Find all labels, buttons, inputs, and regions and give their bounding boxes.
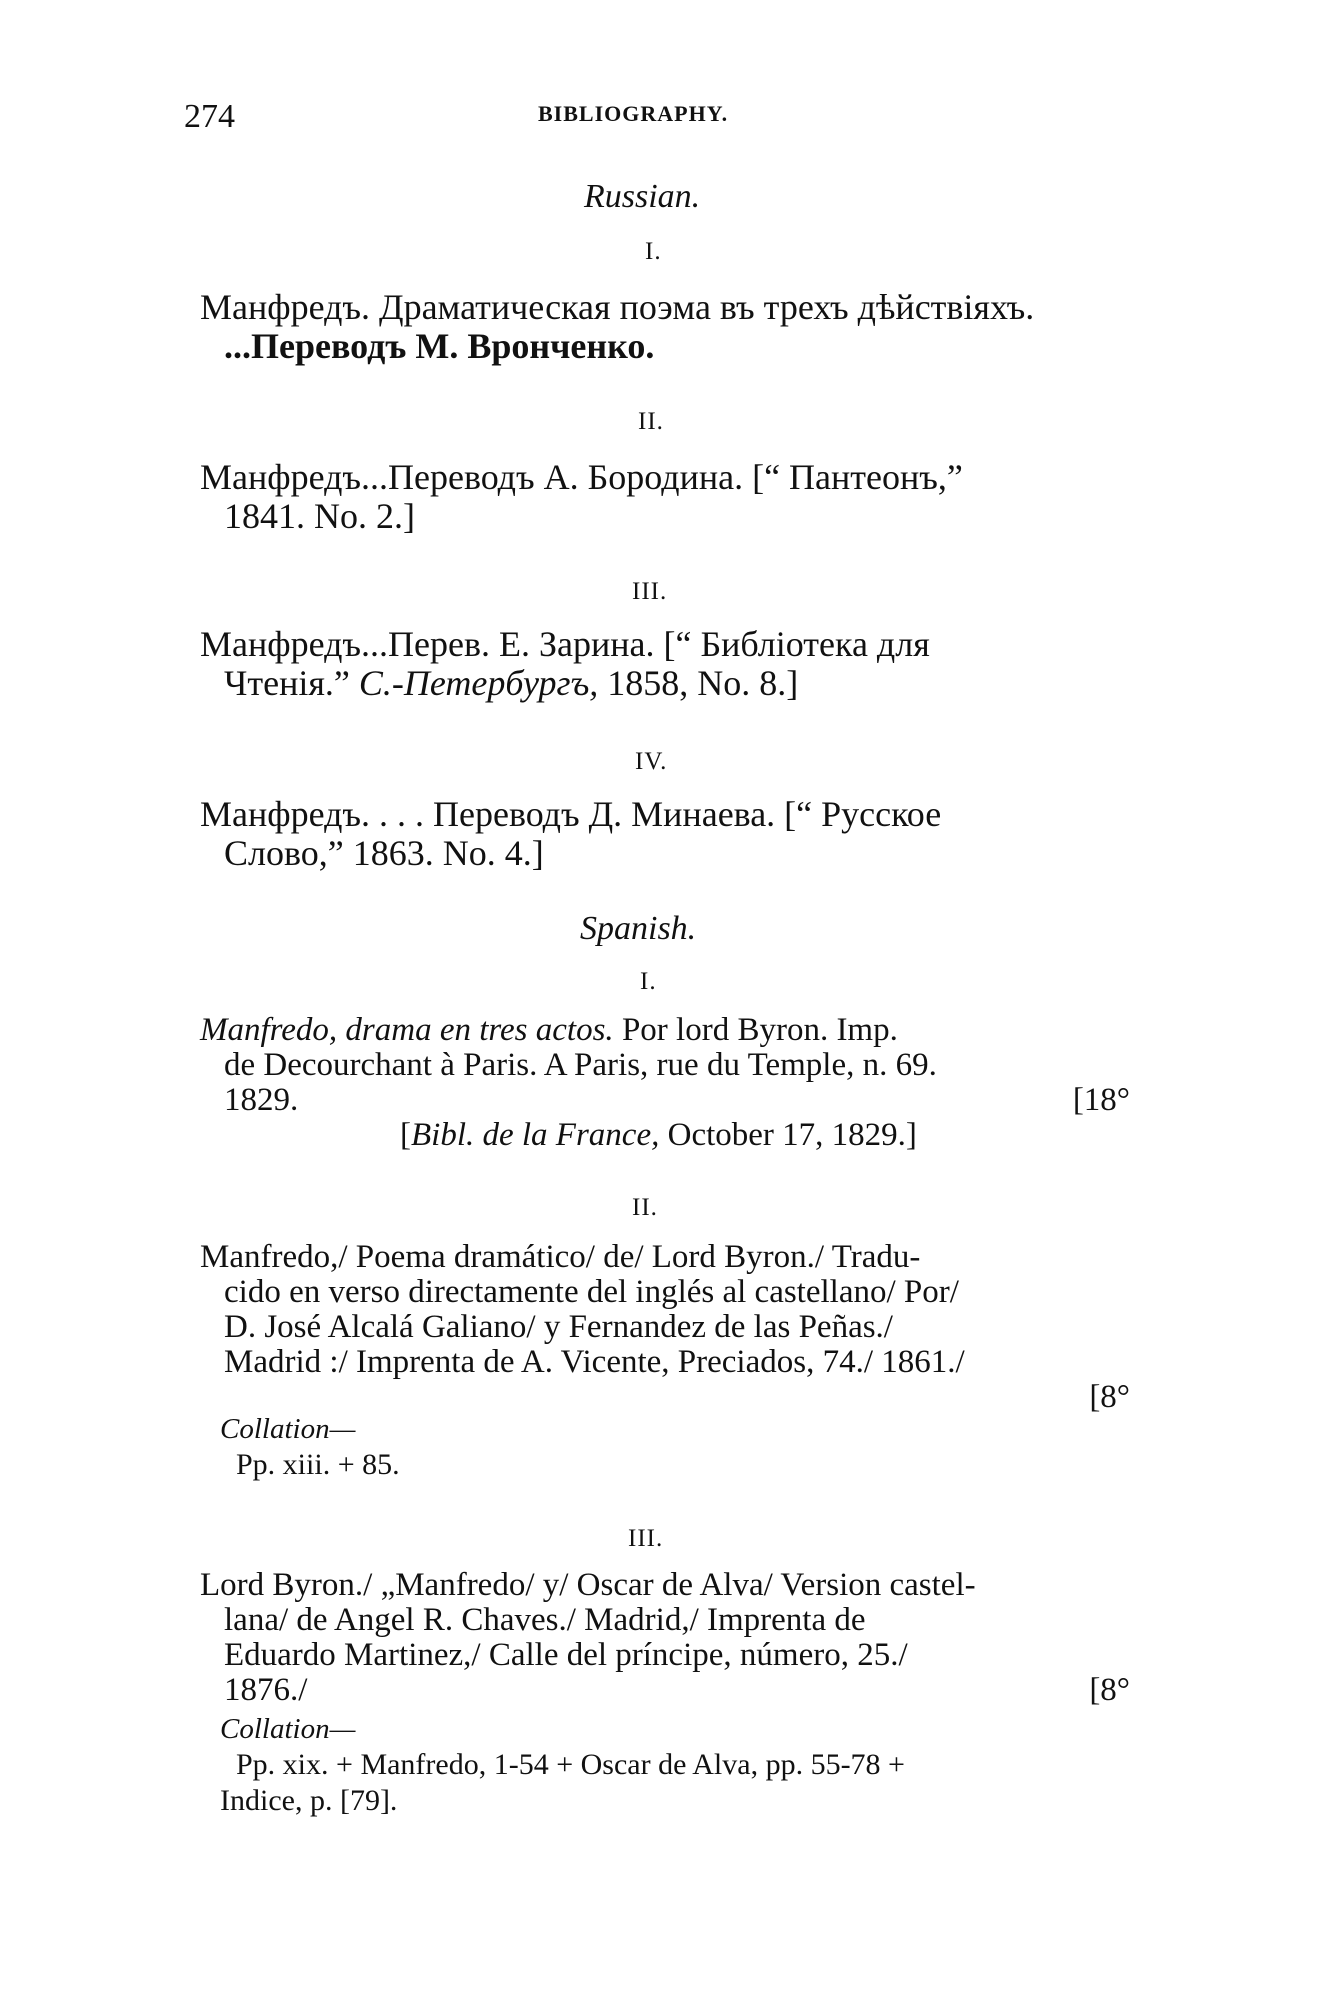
entry-line (200, 1083, 1130, 1118)
entry-text: Por lord Byron. Imp. (621, 1012, 898, 1048)
entry-line: 1841. No. 2.] (224, 496, 415, 536)
entry-number: II. (638, 408, 664, 435)
entry-number: IV. (635, 748, 668, 775)
entry-title-italic: Manfredo, drama en tres actos. (200, 1012, 614, 1048)
entry-line: lana/ de Angel R. Chaves./ Madrid,/ Imprenta de (224, 1602, 866, 1638)
bib-entry-spanish-1 (200, 1013, 1130, 1153)
collation-value: Pp. xiii. + 85. (236, 1448, 400, 1481)
collation-value: Indice, p. [79]. (220, 1784, 398, 1817)
bib-entry-russian-3 (200, 625, 1130, 703)
entry-number: II. (632, 1194, 658, 1221)
entry-line: D. José Alcalá Galiano/ y Fernandez de las Peñas./ (224, 1309, 893, 1345)
entry-line: Слово,” 1863. No. 4.] (224, 833, 544, 873)
page-number: 274 (184, 98, 235, 135)
entry-line: Манфредъ. Драматическая поэма въ трехъ дѣйствiяхъ. (200, 287, 1035, 327)
entry-line: Манфредъ...Переводъ А. Бородина. [“ Пантеонъ,” (200, 457, 963, 497)
entry-line: Eduardo Martinez,/ Calle del príncipe, número, 25./ (224, 1637, 908, 1673)
section-heading-spanish: Spanish. (580, 910, 697, 947)
entry-line (200, 1380, 1130, 1415)
format-note: [18° (1072, 1082, 1130, 1118)
entry-text: Чтенiя.” (224, 663, 350, 703)
entry-line: Manfredo,/ Poema dramático/ de/ Lord Byron./ Tradu- (200, 1239, 921, 1275)
format-note: [8° (1089, 1672, 1130, 1708)
section-heading-russian: Russian. (584, 178, 701, 215)
entry-place-italic: С.-Петербургъ, (358, 663, 599, 703)
entry-line: Lord Byron./ „Manfredo/ y/ Oscar de Alva/ Version castel- (200, 1567, 976, 1603)
entry-number: III. (628, 1525, 664, 1552)
entry-text: 1858, No. 8.] (607, 663, 799, 703)
entry-line: Манфредъ. . . . Переводъ Д. Минаева. [“ Русское (200, 794, 942, 834)
format-note: [8° (1089, 1379, 1130, 1415)
entry-text: 1876./ (224, 1672, 308, 1708)
bib-entry-spanish-2 (200, 1240, 1130, 1415)
entry-number: III. (632, 578, 668, 605)
bib-entry-russian-2 (200, 458, 1130, 536)
entry-line: de Decourchant à Paris. A Paris, rue du Temple, n. 69. (224, 1047, 937, 1083)
running-head: BIBLIOGRAPHY. (538, 101, 729, 126)
entry-text: 1829. (224, 1082, 299, 1118)
bib-entry-spanish-3 (200, 1568, 1130, 1708)
entry-text: October 17, 1829.] (667, 1117, 917, 1153)
entry-line (200, 664, 1130, 703)
entry-source-line (200, 1118, 1130, 1153)
collation-label: Collation— (220, 1713, 356, 1745)
entry-number: I. (645, 238, 662, 265)
entry-line (200, 1013, 1130, 1048)
collation-value: Pp. xix. + Manfredo, 1-54 + Oscar de Alva, pp. 55-78 + (236, 1748, 905, 1781)
entry-line: Манфредъ...Перев. Е. Зарина. [“ Библiотека для (200, 624, 930, 664)
entry-line: Madrid :/ Imprenta de A. Vicente, Preciados, 74./ 1861./ (224, 1344, 965, 1380)
bib-entry-russian-1 (200, 288, 1130, 366)
bib-entry-russian-4 (200, 795, 1130, 873)
collation-label: Collation— (220, 1413, 356, 1445)
entry-text: [ (400, 1117, 411, 1153)
source-title-italic: Bibl. de la France, (411, 1117, 660, 1153)
entry-line: ...Переводъ М. Вронченко. (224, 326, 655, 366)
entry-line (200, 1673, 1130, 1708)
entry-line: cido en verso directamente del inglés al castellano/ Por/ (224, 1274, 959, 1310)
entry-number: I. (640, 968, 657, 995)
